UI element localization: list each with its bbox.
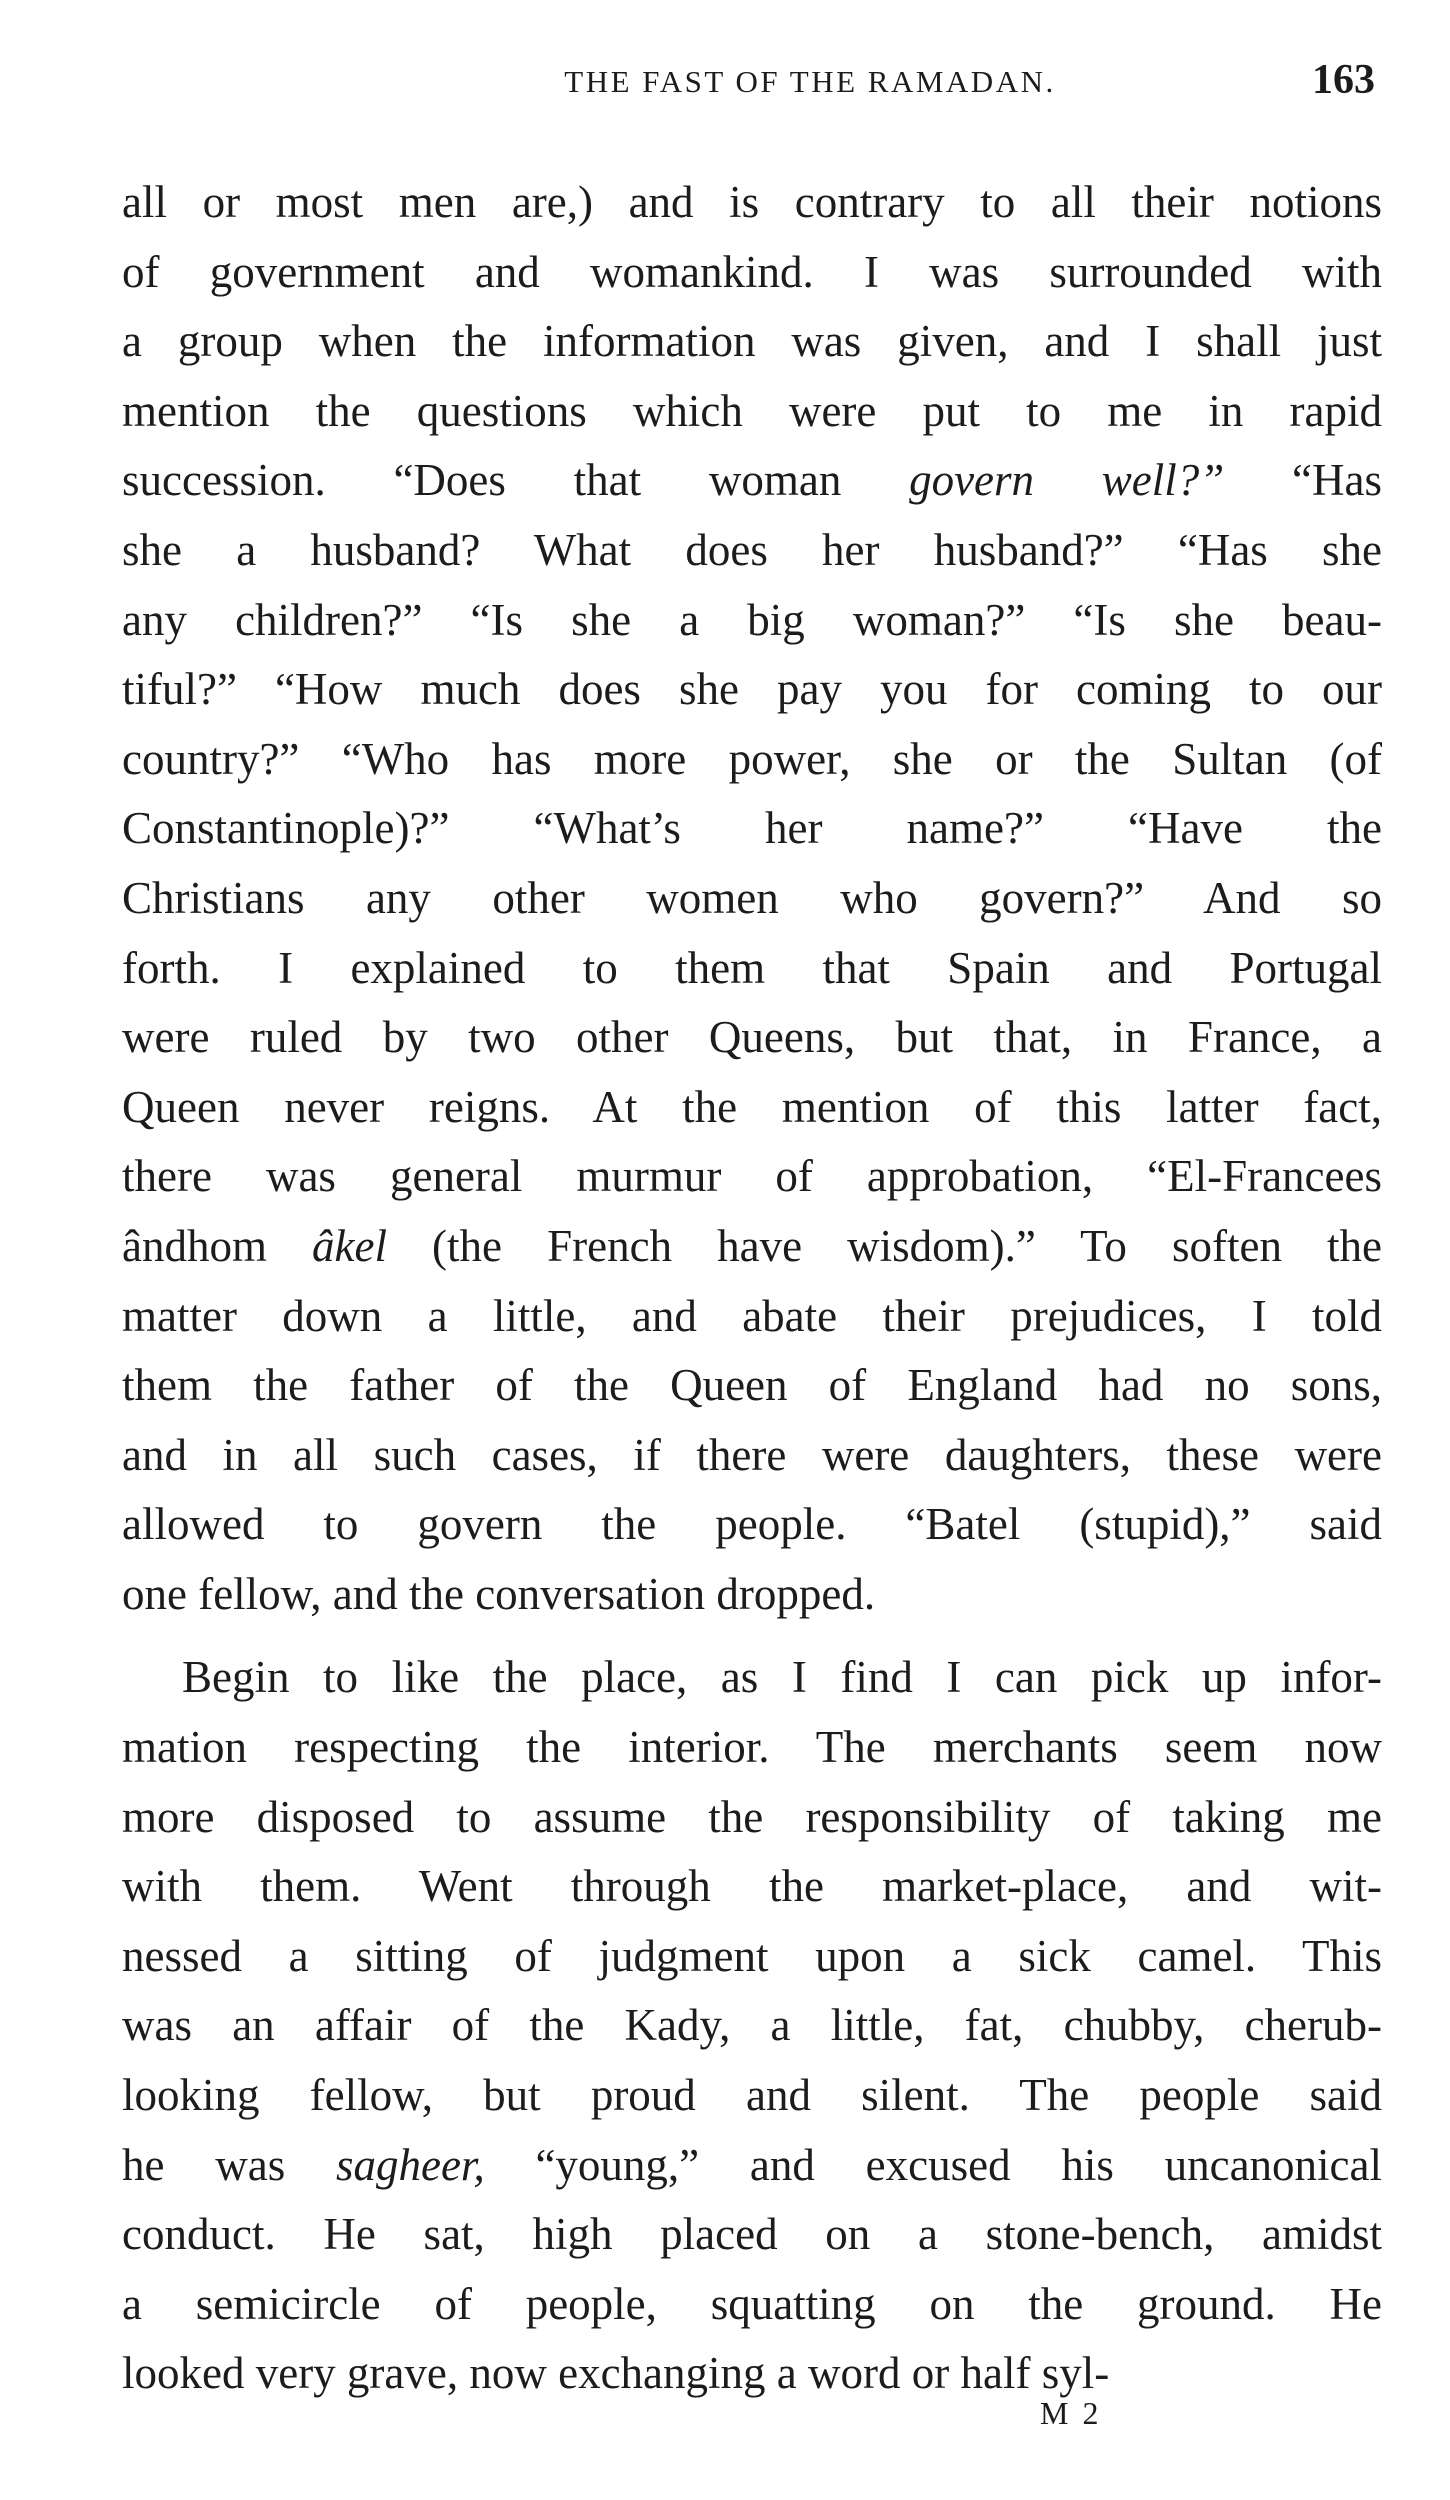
text-segment: nessed a sitting of judgment upon a sick camel. This (122, 1930, 1382, 1981)
text-line (122, 1783, 1382, 1853)
text-segment: matter down a little, and abate their prejudices, I told (122, 1290, 1382, 1341)
text-segment: of government and womankind. I was surrounded with (122, 246, 1382, 297)
text-segment: he was (122, 2139, 336, 2190)
text-line (122, 2270, 1382, 2340)
text-segment: and in all such cases, if there were daughters, these were (122, 1429, 1382, 1480)
text-segment: she a husband? What does her husband?” “Has she (122, 524, 1382, 575)
text-segment: (the French have wisdom).” To soften the (387, 1220, 1382, 1271)
text-segment: was an affair of the Kady, a little, fat, chubby, cherub- (122, 2000, 1382, 2051)
text-segment: tiful?” “How much does she pay you for coming to our (122, 664, 1382, 715)
text-segment: with them. Went through the market-place, and wit- (122, 1861, 1382, 1912)
text-line (122, 377, 1382, 447)
text-segment: mation respecting the interior. The merchants seem now (122, 1722, 1382, 1773)
paragraph (122, 1643, 1382, 2409)
text-segment: a semicircle of people, squatting on the ground. He (122, 2278, 1382, 2329)
text-segment: all or most men are,) and is contrary to all their notions (122, 177, 1382, 227)
text-segment: succession. “Does that woman (122, 455, 910, 506)
text-segment: more disposed to assume the responsibility of taking me (122, 1791, 1382, 1842)
italic-text: âkel (312, 1220, 387, 1271)
text-line (122, 1991, 1382, 2061)
text-line (122, 516, 1382, 586)
text-segment: forth. I explained to them that Spain and Portugal (122, 942, 1382, 993)
page-number: 163 (1312, 57, 1375, 103)
text-segment: any children?” “Is she a big woman?” “Is she beau- (122, 594, 1382, 645)
running-title: THE FAST OF THE RAMADAN. (564, 64, 1056, 99)
text-line (122, 1713, 1382, 1783)
running-head (125, 56, 1375, 106)
text-line (122, 1142, 1382, 1212)
text-line (122, 238, 1382, 308)
text-segment: allowed to govern the people. “Batel (stupid),” said (122, 1499, 1382, 1550)
paragraph (122, 168, 1382, 1629)
text-line (122, 655, 1382, 725)
text-segment: them the father of the Queen of England had no sons, (122, 1360, 1382, 1411)
text-segment: country?” “Who has more power, she or the Sultan (of (122, 733, 1382, 784)
text-segment: Queen never reigns. At the mention of this latter fact, (122, 1081, 1382, 1132)
text-segment: conduct. He sat, high placed on a stone-bench, amidst (122, 2209, 1382, 2260)
text-segment: looked very grave, now exchanging a word or half syl- (122, 2348, 1110, 2399)
text-segment: Christians any other women who govern?” And so (122, 872, 1382, 923)
text-line (122, 1922, 1382, 1992)
signature-mark: M 2 (1040, 2395, 1102, 2431)
text-line (122, 307, 1382, 377)
text-line (122, 725, 1382, 795)
text-segment: a group when the information was given, and I shall just (122, 316, 1382, 367)
text-line (122, 1282, 1382, 1352)
text-line (122, 1421, 1382, 1491)
text-segment: mention the questions which were put to me in rapid (122, 385, 1382, 436)
text-line (122, 1212, 1382, 1282)
text-segment: one fellow, and the conversation dropped. (122, 1568, 876, 1619)
text-segment: were ruled by two other Queens, but that, in France, a (122, 1012, 1382, 1063)
text-line (122, 1643, 1382, 1713)
text-line (122, 586, 1382, 656)
text-line (122, 2339, 1382, 2409)
text-segment: looking fellow, but proud and silent. The people said (122, 2070, 1382, 2121)
text-line (122, 2061, 1382, 2131)
text-segment: Begin to like the place, as I find I can pick up infor- (182, 1652, 1382, 1703)
text-line (122, 1852, 1382, 1922)
text-line (122, 864, 1382, 934)
body-text (122, 168, 1382, 2409)
text-line (122, 2200, 1382, 2270)
text-line (122, 1490, 1382, 1560)
text-line (122, 446, 1382, 516)
text-segment: ândhom (122, 1220, 313, 1271)
text-line (122, 934, 1382, 1004)
text-segment: “Has (1224, 455, 1382, 506)
italic-text: sagheer, (335, 2139, 485, 2190)
text-line (122, 168, 1382, 238)
text-line (122, 2131, 1382, 2201)
text-line (122, 1351, 1382, 1421)
text-line (122, 1073, 1382, 1143)
text-line (122, 794, 1382, 864)
text-segment: Constantinople)?” “What’s her name?” “Have the (122, 803, 1382, 854)
text-line (122, 1003, 1382, 1073)
text-segment: “young,” and excused his uncanonical (484, 2139, 1382, 2190)
italic-text: govern well?” (909, 455, 1225, 506)
text-segment: there was general murmur of approbation, “El-Francees (122, 1151, 1382, 1202)
text-line (122, 1560, 1382, 1630)
